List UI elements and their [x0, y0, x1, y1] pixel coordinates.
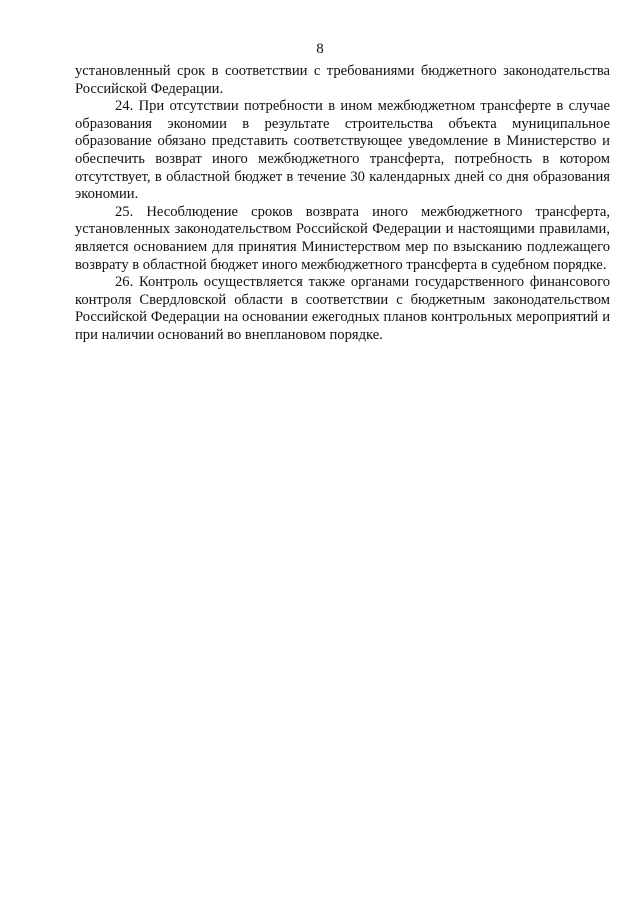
- paragraph-item-26: 26. Контроль осуществляется также органами государственного финансового контроля Свердловской области в соответствии с бюджетным законодательством Российской Федерации на основании ежегодных планов контрольных мероприятий и при наличии оснований во внеплановом порядке.: [75, 274, 610, 343]
- document-body: [75, 63, 610, 345]
- paragraph-continuation: установленный срок в соответствии с требованиями бюджетного законодательства Российской Федерации.: [75, 63, 610, 97]
- paragraph-item-24: 24. При отсутствии потребности в ином межбюджетном трансферте в случае образования экономии в результате строительства объекта муниципальное образование обязано представить соответствующее уведомление в Министерство и обеспечить возврат иного межбюджетного трансферта, потребность в котором отсутствует, в областной бюджет в течение 30 календарных дней со дня образования экономии.: [75, 98, 610, 203]
- paragraph-item-25: 25. Несоблюдение сроков возврата иного межбюджетного трансферта, установленных законодательством Российской Федерации и настоящими правилами, является основанием для принятия Министерством мер по взысканию подлежащего возврату в областной бюджет иного межбюджетного трансферта в судебном порядке.: [75, 203, 610, 273]
- page-number: 8: [316, 41, 324, 57]
